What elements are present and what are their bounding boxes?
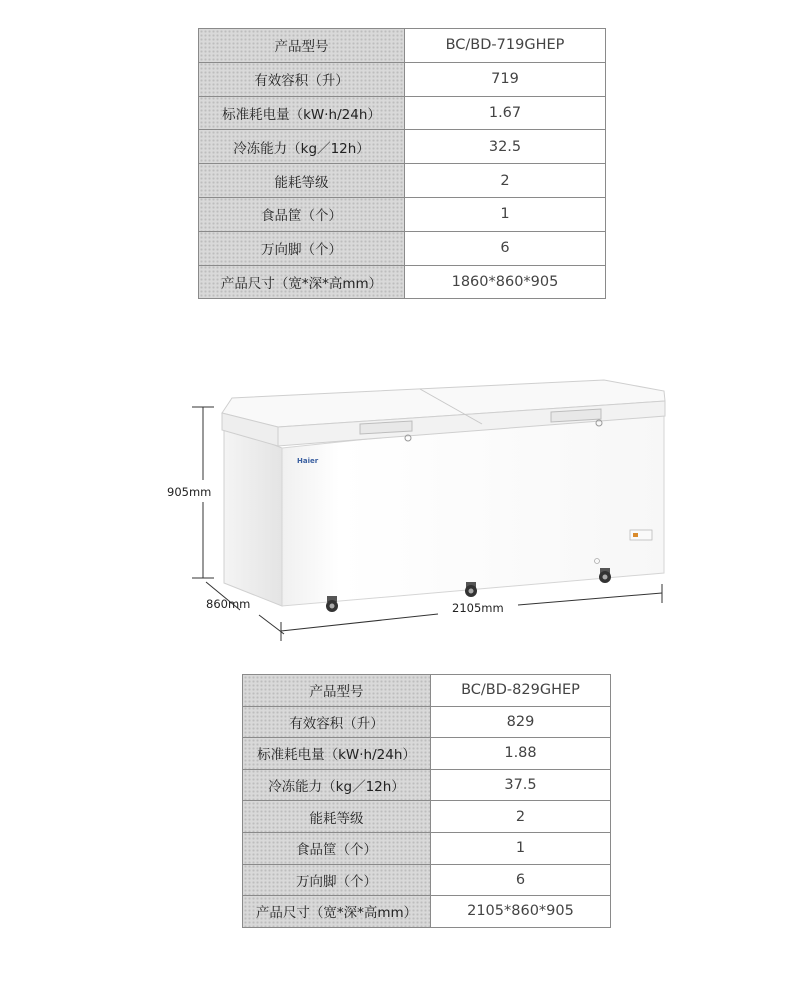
table-row (243, 769, 611, 801)
table-row (243, 801, 611, 833)
spec-value: 719 (405, 62, 606, 96)
caster-wheel (326, 596, 338, 612)
spec-label: 产品型号 (199, 29, 405, 63)
table-row (243, 896, 611, 928)
spec-value: BC/BD-719GHEP (405, 29, 606, 63)
spec-label: 万向脚（个） (199, 231, 405, 265)
spec-label: 能耗等级 (243, 801, 431, 833)
spec-value: 37.5 (431, 769, 611, 801)
spec-table-829 (242, 674, 611, 928)
spec-label: 有效容积（升） (243, 706, 431, 738)
table-row (243, 738, 611, 770)
spec-value: 1 (405, 197, 606, 231)
caster-wheel (465, 582, 477, 597)
depth-label: 860mm (206, 597, 251, 611)
spec-label: 标准耗电量（kW·h/24h） (199, 96, 405, 130)
spec-label: 产品尺寸（宽*深*高mm） (243, 896, 431, 928)
spec-value: 1.67 (405, 96, 606, 130)
spec-value: 2 (405, 164, 606, 198)
brand-logo: Haier (297, 457, 319, 465)
spec-label: 食品筐（个） (243, 832, 431, 864)
width-label: 2105mm (452, 601, 504, 615)
spec-value: 32.5 (405, 130, 606, 164)
spec-label: 能耗等级 (199, 164, 405, 198)
spec-label: 食品筐（个） (199, 197, 405, 231)
spec-value: 2 (431, 801, 611, 833)
height-label: 905mm (167, 485, 212, 499)
spec-value: 1.88 (431, 738, 611, 770)
spec-label: 万向脚（个） (243, 864, 431, 896)
spec-value: 2105*860*905 (431, 896, 611, 928)
table-row (243, 832, 611, 864)
spec-label: 冷冻能力（kg／12h） (199, 130, 405, 164)
spec-value: 6 (405, 231, 606, 265)
spec-value: 829 (431, 706, 611, 738)
spec-label: 产品尺寸（宽*深*高mm） (199, 265, 405, 299)
table-row (243, 864, 611, 896)
freezer-side-panel (224, 425, 282, 606)
spec-label: 产品型号 (243, 675, 431, 707)
caster-wheel (599, 568, 611, 583)
chest-freezer (222, 380, 665, 612)
spec-value: 1860*860*905 (405, 265, 606, 299)
spec-label: 冷冻能力（kg／12h） (243, 769, 431, 801)
spec-value: BC/BD-829GHEP (431, 675, 611, 707)
spec-label: 有效容积（升） (199, 62, 405, 96)
table-row (243, 675, 611, 707)
table-row (243, 706, 611, 738)
spec-value: 6 (431, 864, 611, 896)
spec-value: 1 (431, 832, 611, 864)
spec-label: 标准耗电量（kW·h/24h） (243, 738, 431, 770)
